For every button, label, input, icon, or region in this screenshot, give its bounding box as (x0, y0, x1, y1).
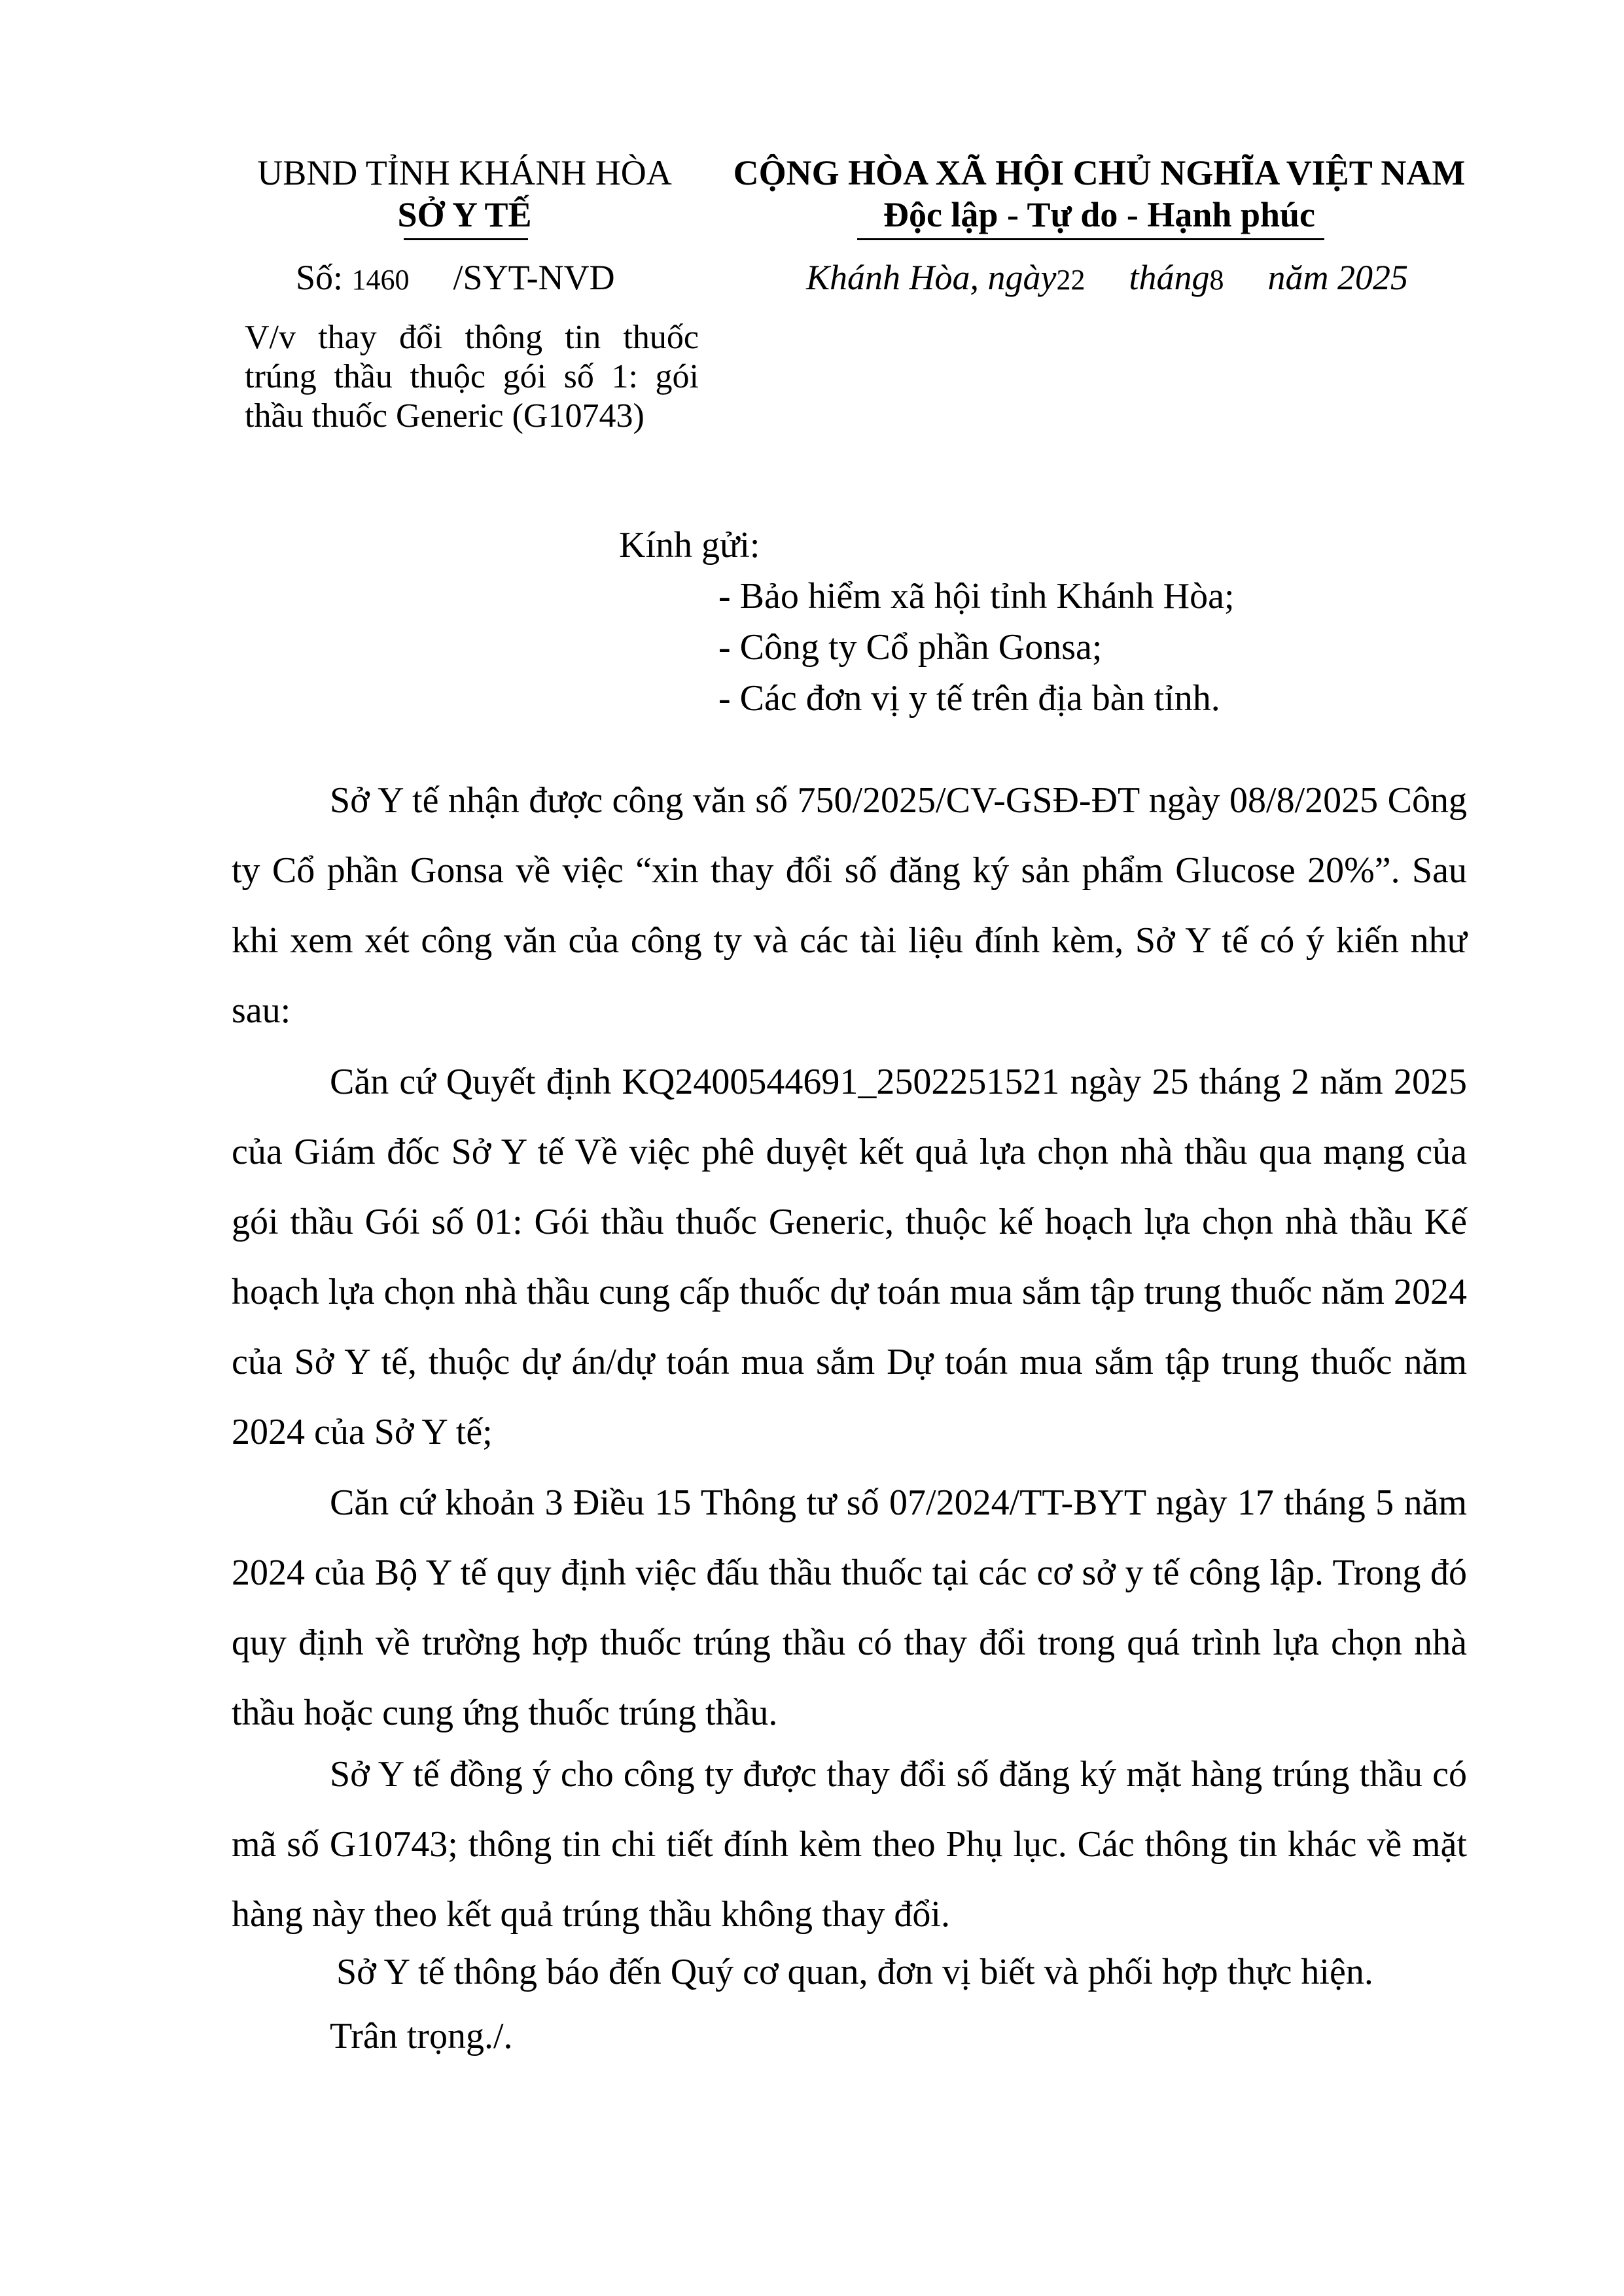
recipient-item: - Bảo hiểm xã hội tỉnh Khánh Hòa; (718, 576, 1235, 617)
document-number-value: 1460 (351, 264, 410, 296)
date-year: năm 2025 (1267, 258, 1408, 297)
document-number (296, 257, 615, 301)
document-subject (245, 318, 699, 436)
body-paragraph: Sở Y tế đồng ý cho công ty được thay đổi số đăng ký mặt hàng trúng thầu có mã số G10743; thông tin chi tiết đính kèm theo Phụ lục. Các thông tin khác về mặt hàng này theo kết quả trúng thầu không thay đổi. (232, 1754, 1467, 1935)
agency-parent: UBND TỈNH KHÁNH HÒA (257, 153, 672, 192)
recipient-item: - Các đơn vị y tế trên địa bàn tỉnh. (718, 678, 1220, 719)
body-paragraph: Căn cứ khoản 3 Điều 15 Thông tư số 07/2024/TT-BYT ngày 17 tháng 5 năm 2024 của Bộ Y tế quy định việc đấu thầu thuốc tại các cơ sở y tế công lập. Trong đó quy định về trường hợp thuốc trúng thầu có thay đổi trong quá trình lựa chọn nhà thầu hoặc cung ứng thuốc trúng thầu. (232, 1482, 1467, 1733)
national-title: CỘNG HÒA XÃ HỘI CHỦ NGHĨA VIỆT NAM (733, 153, 1466, 192)
agency-name: SỞ Y TẾ (397, 195, 532, 234)
agency-underline (404, 238, 528, 240)
body-paragraph: Sở Y tế nhận được công văn số 750/2025/CV-GSĐ-ĐT ngày 08/8/2025 Công ty Cổ phần Gonsa về việc “xin thay đổi số đăng ký sản phẩm Glucose 20%”. Sau khi xem xét công văn của công ty và các tài liệu đính kèm, Sở Y tế có ý kiến như sau: (232, 780, 1467, 1031)
subject-line-3: thầu thuốc Generic (G10743) (245, 397, 644, 435)
date-place: Khánh Hòa, ngày (806, 258, 1057, 297)
notice-line: Sở Y tế thông báo đến Quý cơ quan, đơn vị biết và phối hợp thực hiện. (336, 1952, 1373, 1992)
closing-line: Trân trọng./. (330, 2016, 513, 2056)
recipient-item: - Công ty Cổ phần Gonsa; (718, 627, 1103, 668)
document-number-prefix: Số: (296, 258, 344, 297)
motto-underline (857, 238, 1324, 240)
national-motto: Độc lập - Tự do - Hạnh phúc (883, 195, 1316, 234)
document-number-suffix: /SYT-NVD (453, 258, 615, 297)
subject-line-2: trúng thầu thuộc gói số 1: gói (245, 358, 699, 395)
recipients-heading: Kính gửi: (619, 525, 760, 565)
date-month-label: tháng (1129, 258, 1210, 297)
subject-line-1: V/v thay đổi thông tin thuốc (245, 319, 699, 356)
body-paragraph: Căn cứ Quyết định KQ2400544691_2502251521 ngày 25 tháng 2 năm 2025 của Giám đốc Sở Y tế Về việc phê duyệt kết quả lựa chọn nhà thầu qua mạng của gói thầu Gói số 01: Gói thầu thuốc Generic, thuộc kế hoạch lựa chọn nhà thầu Kế hoạch lựa chọn nhà thầu cung cấp thuốc dự toán mua sắm tập trung thuốc năm 2024 của Sở Y tế, thuộc dự án/dự toán mua sắm Dự toán mua sắm tập trung thuốc năm 2024 của Sở Y tế; (232, 1062, 1467, 1452)
document-date (806, 257, 1408, 301)
date-day: 22 (1056, 264, 1086, 296)
date-month: 8 (1209, 264, 1224, 296)
